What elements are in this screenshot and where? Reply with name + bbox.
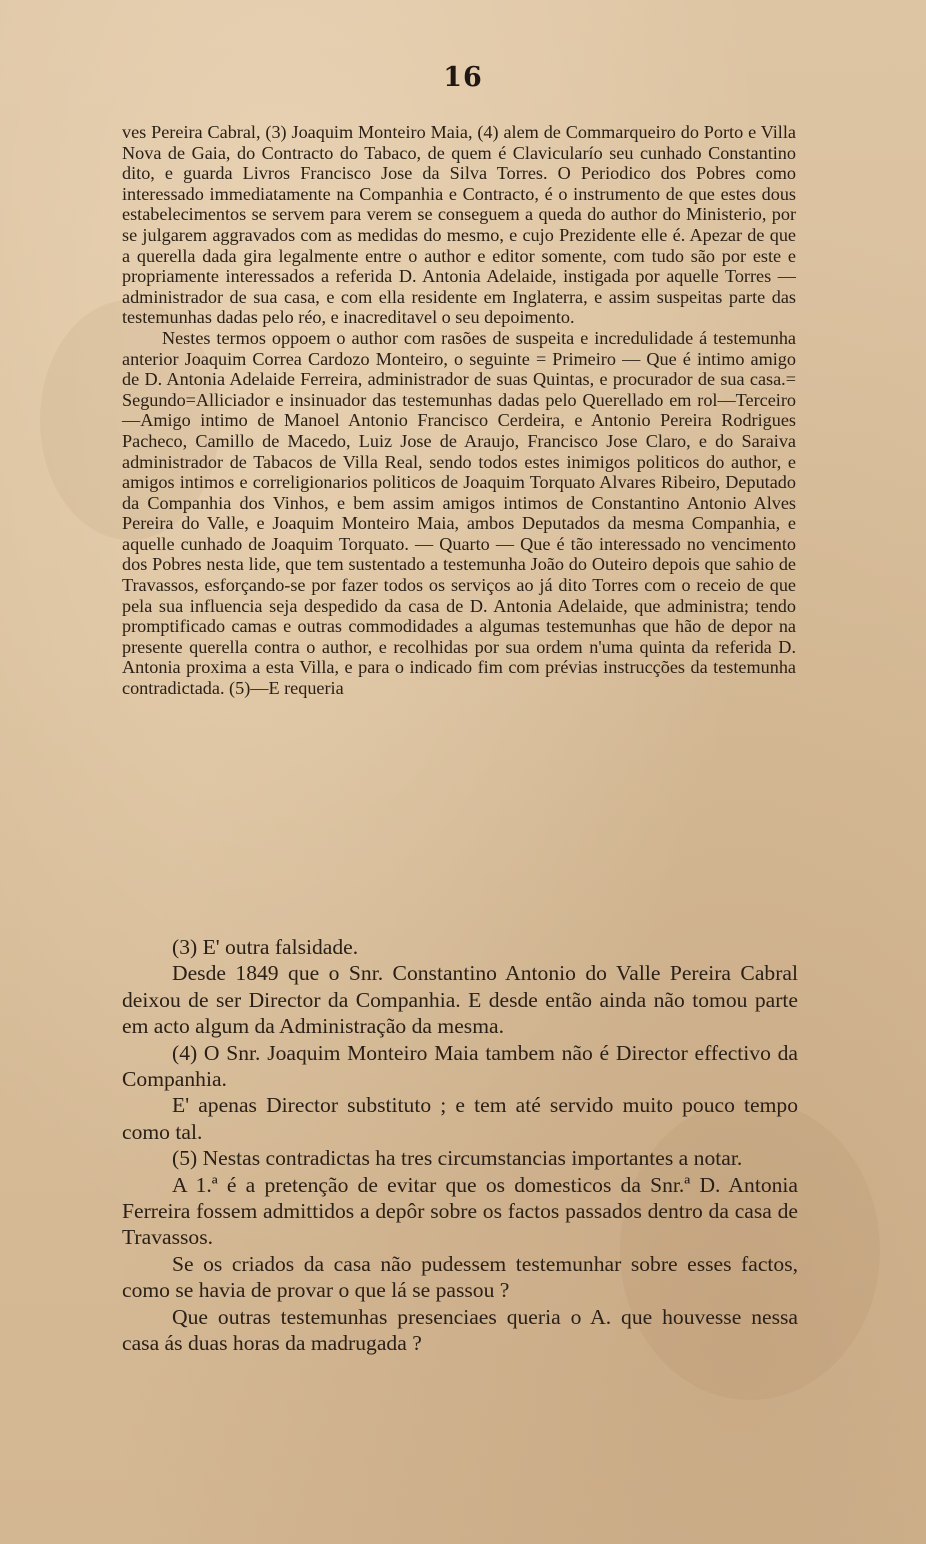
footnote-paragraph: E' apenas Director substituto ; e tem até servido muito pouco tempo como tal. (122, 1093, 798, 1144)
footnote-paragraph: Que outras testemunhas presenciaes queria o A. que houvesse nessa casa ás duas horas da madrugada ? (122, 1304, 798, 1356)
footnotes-section (122, 934, 798, 1357)
footnote-paragraph: (4) O Snr. Joaquim Monteiro Maia tambem não é Director effectivo da Companhia. (122, 1040, 798, 1092)
page-number: 16 (443, 62, 483, 93)
footnote-paragraph: Se os criados da casa não pudessem testemunhar sobre esses factos, como se havia de provar o que lá se passou ? (122, 1251, 798, 1303)
body-paragraph: ves Pereira Cabral, (3) Joaquim Monteiro Maia, (4) alem de Commarqueiro do Porto e Villa Nova de Gaia, do Contracto do Tabaco, de quem é Clavicularío seu cunhado Constantino dito, e guarda Livros Francisco Jose da Silva Torres. O Periodico dos Pobres como interessado immediatamente na Companhia e Contracto, é o instrumento de que estes dous estabelecimentos se servem para verem se conseguem a queda do author do Ministerio, por se julgarem aggravados com as medidas do mesmo, e cujo Prezidente elle é. Apezar de que a querella dada gira legalmente entre o author e editor somente, com tudo são por este e propriamente interessados a referida D. Antonia Adelaide, instigada por aquelle Torres —administrador de sua casa, e com ella residente em Inglaterra, e assim suspeitas parte das testemunhas dadas pelo réo, e inacreditavel o seu depoimento. (122, 122, 796, 328)
footnote-paragraph: (5) Nestas contradictas ha tres circumstancias importantes a notar. (172, 1146, 743, 1171)
body-paragraph: Nestes termos oppoem o author com rasões de suspeita e incredulidade á testemunha anterior Joaquim Correa Cardozo Monteiro, o seguinte = Primeiro — Que é intimo amigo de D. Antonia Adelaide Ferreira, administrador de suas Quintas, e procurador de sua casa.= Segundo=Alliciador e insinuador das testemunhas dadas pelo Querellado em rol—Terceiro—Amigo intimo de Manoel Antonio Francisco Cerdeira, e Antonio Pereira Rodrigues Pacheco, Camillo de Macedo, Luiz Jose de Araujo, Francisco Jose Claro, e do Saraiva administrador de Tabacos de Villa Real, sendo todos estes inimigos politicos do author, e amigos intimos e correligionarios politicos de Joaquim Torquato Alvares Ribeiro, Deputado da Companhia dos Vinhos, e bem assim amigos intimos de Constantino Antonio Alves Pereira do Valle, e Joaquim Monteiro Maia, ambos Deputados da mesma Companhia, e aquelle cunhado de Joaquim Torquato. — Quarto — Que é tão interessado no vencimento dos Pobres nesta lide, que tem sustentado a testemunha João do Outeiro depois que sahio de Travassos, esforçando-se por fazer todos os serviços ao já dito Torres com o receio de que pela sua influencia seja despedido da casa de D. Antonia Adelaide, que administra; tendo promptificado camas e outras commodidades a algumas testemunhas que hão de depor na presente querella contra o author, e recolhidas por sua ordem n'uma quinta da referida D. Antonia proxima a esta Villa, e para o indicado fim com prévias instrucções da testemunha contradictada. (5)—E requeria (122, 327, 796, 699)
footnote-paragraph: (3) E' outra falsidade. (172, 935, 359, 959)
main-text (122, 122, 796, 699)
footnote-paragraph: Desde 1849 que o Snr. Constantino Antonio do Valle Pereira Cabral deixou de ser Director da Companhia. E desde então ainda não tomou parte em acto algum da Administração da mesma. (122, 961, 798, 1039)
footnote-paragraph: A 1.ª é a pretenção de evitar que os domesticos da Snr.ª D. Antonia Ferreira fossem admittidos a depôr sobre os factos passados dentro da casa de Travassos. (122, 1172, 798, 1250)
